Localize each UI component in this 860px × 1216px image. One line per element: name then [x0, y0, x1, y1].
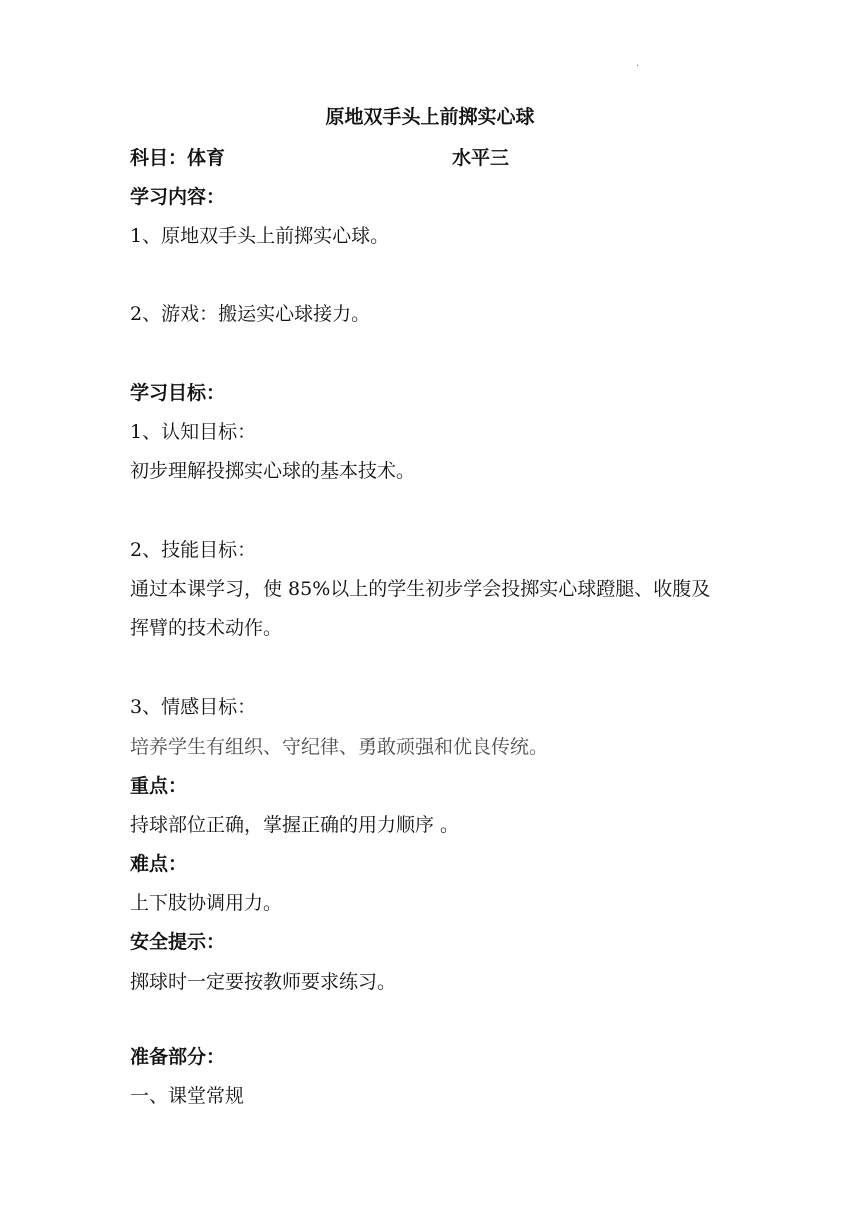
preparation-heading: 准备部分：: [130, 1046, 226, 1068]
goal-2-heading: 2、技能目标：: [130, 539, 257, 561]
content-item-1: 1、原地双手头上前掷实心球。: [130, 225, 390, 247]
corner-mark: .: [636, 58, 640, 69]
goal-2-text-line-2: 挥臂的技术动作。: [130, 617, 283, 639]
goal-2-text-line-1: 通过本课学习，使 85%以上的学生初步学会投掷实心球蹬腿、收腹及: [130, 578, 711, 600]
subject-level-line: [130, 146, 510, 170]
content-item-2: 2、游戏：搬运实心球接力。: [130, 303, 371, 325]
key-point-heading: 重点：: [130, 775, 188, 797]
difficulty-text: 上下肢协调用力。: [130, 892, 283, 914]
safety-text: 掷球时一定要按教师要求练习。: [130, 971, 397, 993]
key-point-text: 持球部位正确，掌握正确的用力顺序 。: [130, 814, 460, 836]
goal-3-heading: 3、情感目标：: [130, 696, 257, 718]
goal-1-heading: 1、认知目标：: [130, 421, 257, 443]
section-heading-content: 学习内容：: [130, 186, 226, 208]
goal-1-text: 初步理解投掷实心球的基本技术。: [130, 460, 416, 482]
safety-heading: 安全提示：: [130, 931, 226, 953]
subject-label: 科目：体育: [130, 147, 226, 169]
document-title: 原地双手头上前掷实心球: [325, 106, 535, 128]
goal-3-text: 培养学生有组织、守纪律、勇敢顽强和优良传统。: [130, 736, 549, 758]
preparation-item-1: 一、课堂常规: [130, 1085, 245, 1107]
section-heading-goals: 学习目标：: [130, 382, 226, 404]
level-label: 水平三: [452, 147, 510, 169]
difficulty-heading: 难点：: [130, 853, 188, 875]
